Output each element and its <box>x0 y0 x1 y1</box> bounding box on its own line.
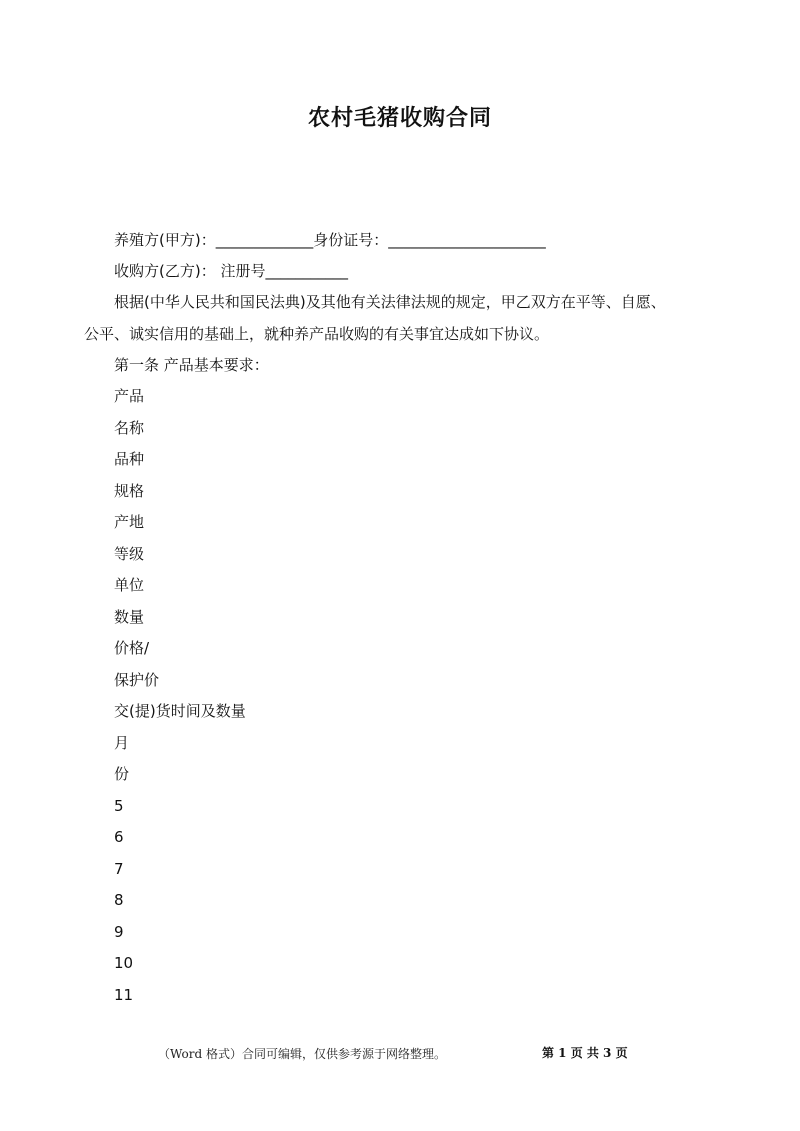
footer-note: （Word 格式）合同可编辑，仅供参考源于网络整理。 <box>158 1047 446 1061</box>
list-item: 交(提)货时间及数量 <box>114 702 246 720</box>
list-item: 7 <box>114 860 124 878</box>
list-item: 保护价 <box>114 671 160 689</box>
list-item: 11 <box>114 986 134 1004</box>
list-item: 5 <box>114 797 124 815</box>
intro-line-2: 公平、诚实信用的基础上，就种养产品收购的有关事宜达成如下协议。 <box>84 325 550 343</box>
party-b-line: 收购方(乙方)： 注册号___________ <box>114 262 348 280</box>
list-item: 等级 <box>114 545 145 563</box>
party-a-line: 养殖方(甲方)：_____________身份证号：_____________________ <box>114 231 546 249</box>
list-item: 产品 <box>114 387 145 405</box>
list-item: 份 <box>114 765 130 783</box>
list-item: 品种 <box>114 450 145 468</box>
list-item: 规格 <box>114 482 145 500</box>
list-item: 6 <box>114 828 124 846</box>
intro-line-1: 根据(中华人民共和国民法典)及其他有关法律法规的规定，甲乙双方在平等、自愿、 <box>114 293 666 311</box>
list-item: 数量 <box>114 608 145 626</box>
list-item: 单位 <box>114 576 145 594</box>
list-item: 10 <box>114 954 134 972</box>
page-number: 第 1 页 共 3 页 <box>542 1046 628 1060</box>
list-item: 9 <box>114 923 124 941</box>
list-item: 名称 <box>114 419 145 437</box>
document-title: 农村毛猪收购合同 <box>307 106 492 131</box>
list-item: 8 <box>114 891 124 909</box>
list-item: 价格/ <box>114 639 150 657</box>
article-1-heading: 第一条 产品基本要求： <box>114 356 269 374</box>
list-item: 产地 <box>114 513 145 531</box>
list-item: 月 <box>114 734 130 752</box>
